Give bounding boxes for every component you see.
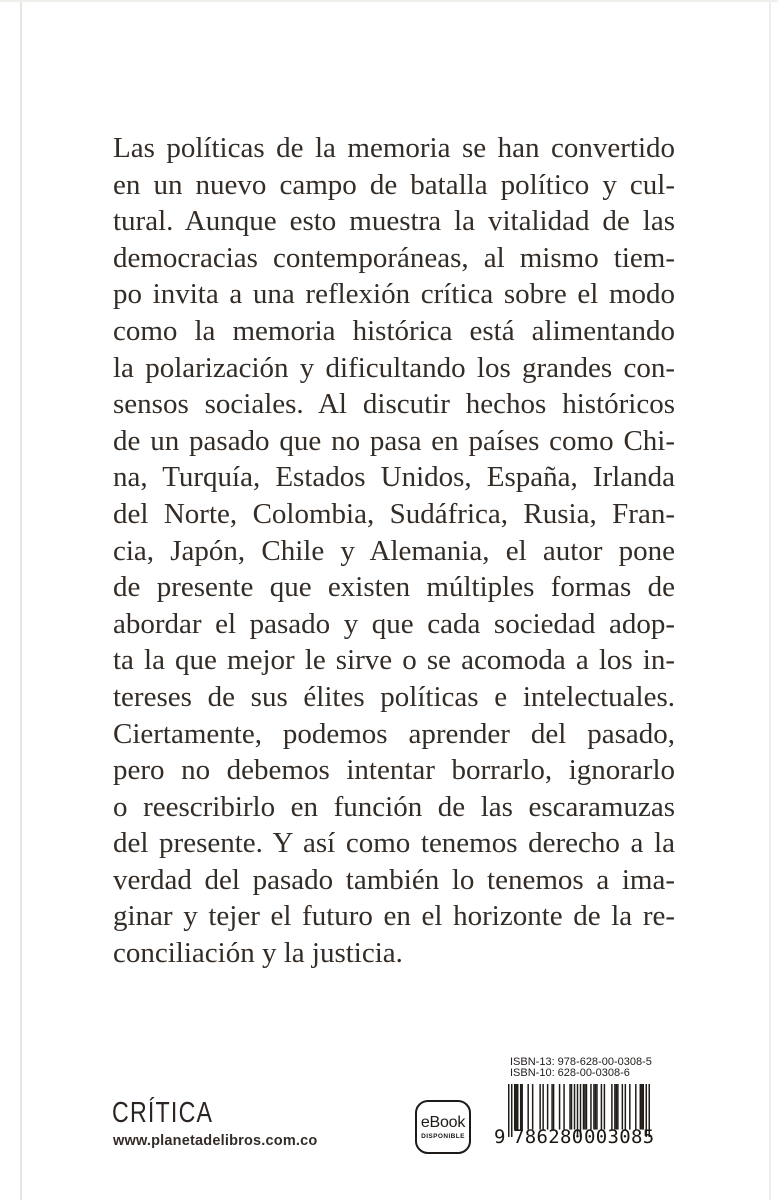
- synopsis-line: conciliación y la justicia.: [113, 937, 403, 970]
- synopsis-line: sensos sociales. Al discutir hechos históricos: [113, 388, 675, 421]
- synopsis-line: Las políticas de la memoria se han convertido: [113, 132, 675, 164]
- synopsis-line: de un pasado que no pasa en países como Chi-: [113, 424, 675, 457]
- synopsis-line: del Norte, Colombia, Sudáfrica, Rusia, Fran-: [113, 497, 675, 530]
- synopsis-line: en un nuevo campo de batalla político y cul-: [113, 168, 675, 201]
- synopsis-line: na, Turquía, Estados Unidos, España, Irlanda: [113, 461, 675, 494]
- synopsis-line: ta la que mejor le sirve o se acomoda a los in-: [113, 644, 675, 677]
- synopsis-line: tereses de sus élites políticas e intelectuales.: [113, 680, 675, 713]
- synopsis-line: abordar el pasado y que cada sociedad adop-: [113, 607, 675, 640]
- ebook-badge: [415, 1100, 471, 1154]
- page-left-edge: [20, 2, 22, 1200]
- barcode: [494, 1084, 655, 1148]
- synopsis-line: po invita a una reflexión crítica sobre el modo: [113, 278, 675, 311]
- barcode-digits-left: 786280: [513, 1126, 584, 1148]
- synopsis-line: cia, Japón, Chile y Alemania, el autor pone: [113, 534, 675, 567]
- publisher-logo: CRÍTICA: [112, 1097, 214, 1129]
- ebook-badge-title: eBook: [420, 1113, 466, 1131]
- synopsis-line: tural. Aunque esto muestra la vitalidad de las: [113, 205, 675, 238]
- barcode-digit-leading: 9: [494, 1126, 506, 1148]
- synopsis-line: democracias contemporáneas, al mismo tiem-: [113, 241, 675, 274]
- ebook-badge-subtitle: DISPONIBLE: [421, 1132, 465, 1140]
- synopsis-line: la polarización y dificultando los grandes con-: [113, 351, 675, 384]
- barcode-digits-right: 003085: [584, 1126, 655, 1148]
- isbn13-text: ISBN-13: 978-628-00-0308-5: [510, 1056, 652, 1068]
- publisher-website: www.planetadelibros.com.co: [113, 1133, 318, 1149]
- synopsis-text: [113, 130, 675, 972]
- synopsis-line: pero no debemos intentar borrarlo, ignorarlo: [113, 754, 675, 787]
- synopsis-line: como la memoria histórica está alimentando: [113, 314, 675, 347]
- synopsis-line: verdad del pasado también lo tenemos a ima-: [113, 863, 675, 896]
- isbn10-text: ISBN-10: 628-00-0308-6: [510, 1066, 630, 1079]
- synopsis-line: de presente que existen múltiples formas de: [113, 571, 675, 604]
- isbn-block: [510, 1057, 652, 1078]
- synopsis-line: del presente. Y así como tenemos derecho a la: [113, 827, 675, 860]
- synopsis-line: ginar y tejer el futuro en el horizonte de la re-: [113, 900, 675, 933]
- synopsis-line: Ciertamente, podemos aprender del pasado,: [113, 717, 675, 750]
- synopsis-line: o reescribirlo en función de las escaramuzas: [113, 790, 675, 823]
- page-right-edge: [769, 2, 771, 1200]
